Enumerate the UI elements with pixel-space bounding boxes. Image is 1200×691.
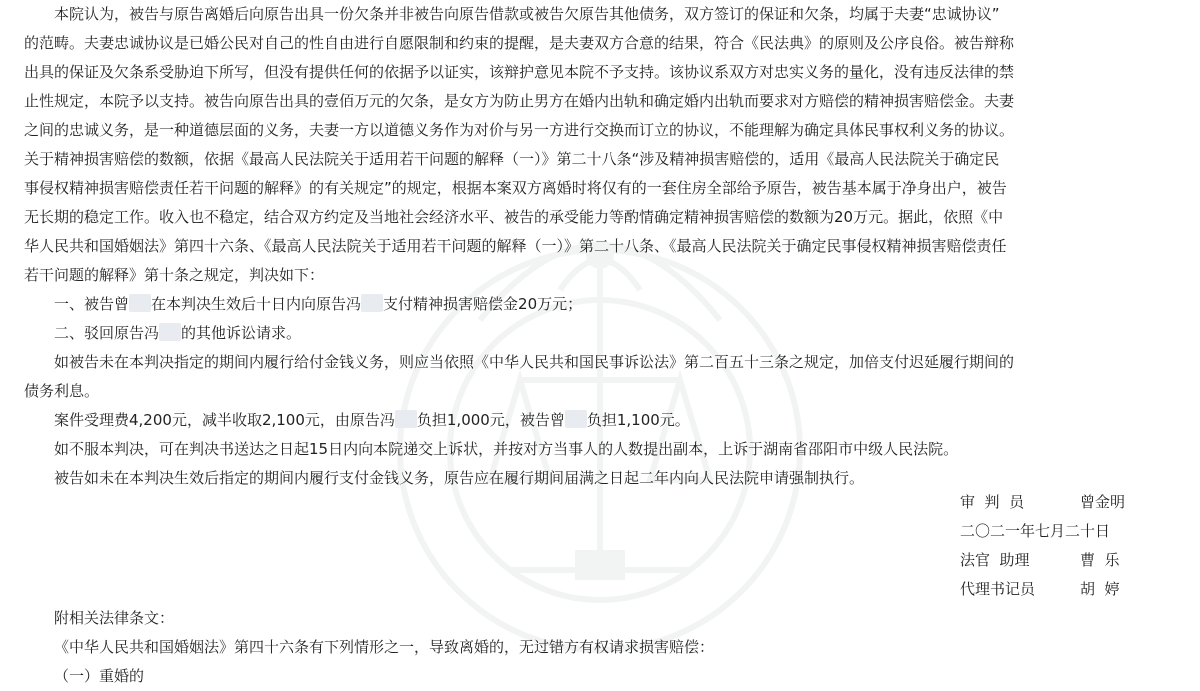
enforcement-clause: 被告如未在本判决生效后指定的期间内履行支付金钱义务，原告应在履行期间届满之日起二年内向人民法院申请强制执行。 — [54, 469, 865, 487]
body-line: 之间的忠诚义务，是一种道德层面的义务，夫妻一方以道德义务作为对价与另一方进行交换而订立的协议，不能理解为确定具体民事权利义务的协议。 — [24, 121, 1015, 139]
body-line: 华人民共和国婚姻法》第四十六条、《最高人民法院关于适用若干问题的解释（一）》第二十八条、《最高人民法院关于确定民事侵权精神损害赔偿责任 — [24, 237, 1007, 255]
body-line: 止性规定，本院予以支持。被告向原告出具的壹佰万元的欠条，是女方为防止男方在婚内出轨和确定婚内出轨而要求对方赔偿的精神损害赔偿金。夫妻 — [24, 92, 1015, 110]
body-line: 事侵权精神损害赔偿责任若干问题的解释》的有关规定”的规定，根据本案双方离婚时将仅有的一套住房全部给予原告，被告基本属于净身出户，被告 — [24, 179, 1007, 197]
signature-clerk — [960, 575, 1150, 604]
delay-interest-clause: 如被告未在本判决指定的期间内履行给付金钱义务，则应当依照《中华人民共和国民事诉讼法》第二百五十三条之规定，加倍支付迟延履行期间的 — [54, 353, 1015, 371]
signature-block — [960, 488, 1150, 604]
court-fee-text-b: 负担1,000元，被告曾 — [416, 411, 565, 429]
body-line: 的范畴。夫妻忠诚协议是已婚公民对自己的性自由进行自愿限制和约束的提醒，是夫妻双方合意的结果，符合《民法典》的原则及公序良俗。被告辩称 — [24, 34, 1015, 52]
appendix-title: 附相关法律条文： — [54, 609, 175, 627]
judge-role: 审 判 员 — [960, 493, 1025, 511]
appendix-article: 《中华人民共和国婚姻法》第四十六条有下列情形之一，导致离婚的，无过错方有权请求损害赔偿： — [54, 638, 715, 656]
judgment-item-1-text-b: 在本判决生效后十日内向原告冯 — [151, 295, 362, 313]
signature-judge — [960, 488, 1150, 517]
redacted-name — [395, 410, 417, 428]
signature-date — [960, 517, 1150, 546]
judgment-document-body — [24, 0, 1184, 493]
judgment-item-2 — [24, 319, 1184, 348]
redacted-name — [565, 410, 587, 428]
redacted-name — [129, 294, 151, 312]
appendix-section — [24, 604, 1184, 691]
court-fee-text-a: 案件受理费4,200元，减半收取2,100元，由原告冯 — [54, 411, 395, 429]
court-fee-clause — [24, 406, 1184, 435]
delay-interest-clause-cont: 债务利息。 — [24, 382, 100, 400]
judgment-item-2-text-b: 的其他诉讼请求。 — [181, 324, 302, 342]
court-fee-text-c: 负担1,100元。 — [586, 411, 690, 429]
clerk-role: 代理书记员 — [960, 580, 1036, 598]
body-line: 关于精神损害赔偿的数额，依据《最高人民法院关于适用若干问题的解释（一）》第二十八条“涉及精神损害赔偿的，适用《最高人民法院关于确定民 — [24, 150, 1000, 168]
redacted-name — [361, 294, 383, 312]
judgment-item-1 — [24, 290, 1184, 319]
body-line: 本院认为，被告与原告离婚后向原告出具一份欠条并非被告向原告借款或被告欠原告其他债务，双方签订的保证和欠条，均属于夫妻“忠诚协议” — [54, 5, 1000, 23]
appendix-item: （一）重婚的 — [54, 667, 145, 685]
assistant-name: 曹 乐 — [1080, 551, 1120, 569]
judgment-item-1-text-c: 支付精神损害赔偿金20万元； — [383, 295, 583, 313]
assistant-role: 法官 助理 — [960, 551, 1030, 569]
clerk-name: 胡 婷 — [1080, 580, 1120, 598]
body-line: 若干问题的解释》第十条之规定，判决如下： — [24, 266, 325, 284]
body-line: 无长期的稳定工作。收入也不稳定，结合双方约定及当地社会经济水平、被告的承受能力等酌情确定精神损害赔偿的数额为20万元。据此，依照《中 — [24, 208, 1004, 226]
signature-assistant — [960, 546, 1150, 575]
appeal-clause: 如不服本判决，可在判决书送达之日起15日内向本院递交上诉状，并按对方当事人的人数提出副本，上诉于湖南省邵阳市中级人民法院。 — [54, 440, 959, 458]
redacted-name — [159, 323, 181, 341]
judgment-date: 二〇二一年七月二十日 — [960, 522, 1111, 540]
judge-name: 曾金明 — [1080, 493, 1126, 511]
judgment-item-1-text-a: 一、被告曾 — [54, 295, 130, 313]
body-line: 出具的保证及欠条系受胁迫下所写，但没有提供任何的依据予以证实，该辩护意见本院不予支持。该协议系双方对忠实义务的量化，没有违反法律的禁 — [24, 63, 1015, 81]
judgment-item-2-text-a: 二、驳回原告冯 — [54, 324, 160, 342]
